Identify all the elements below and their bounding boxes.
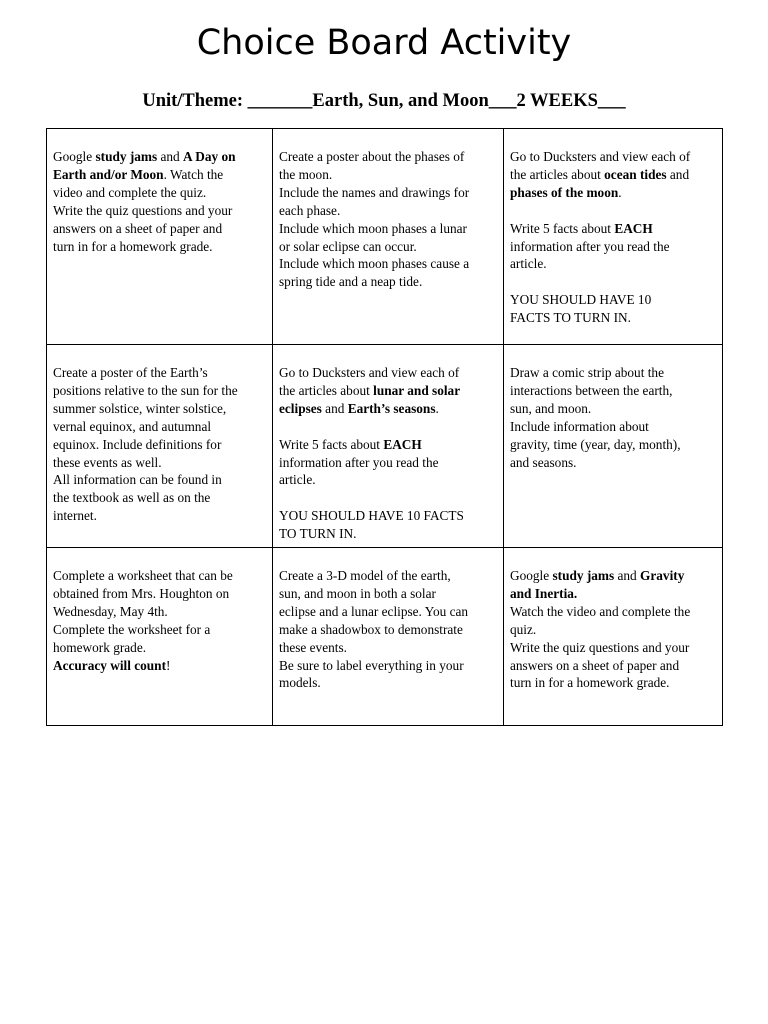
board-cell-eclipses-seasons-facts <box>273 345 504 548</box>
text: Go to Ducksters and view each of <box>510 149 691 164</box>
cell-text-line <box>510 400 716 418</box>
cell-text-line <box>53 166 266 184</box>
text: Include which moon phases a lunar <box>279 220 467 236</box>
cell-text-line <box>53 585 266 603</box>
cell-text-line <box>279 674 497 692</box>
text: Complete a worksheet that can be <box>53 568 233 584</box>
blank-line <box>279 489 497 507</box>
cell-text-line <box>279 471 497 489</box>
page-title: Choice Board Activity <box>196 23 572 63</box>
bold-text: and Inertia. <box>510 585 578 601</box>
board-cell-moon-phases-poster <box>273 129 504 345</box>
text: positions relative to the sun for the <box>53 382 238 398</box>
text: TO TURN IN. <box>279 526 357 542</box>
cell-text-line <box>279 184 497 202</box>
cell-text-line <box>510 148 716 166</box>
text: Write 5 facts about <box>279 436 384 452</box>
text: Create a 3-D model of the earth, <box>279 568 451 584</box>
cell-text-line <box>510 454 716 472</box>
cell-text-line <box>510 255 716 273</box>
cell-text-line <box>510 382 716 400</box>
text: gravity, time (year, day, month), <box>510 436 681 452</box>
text: quiz. <box>510 621 537 637</box>
cell-text-line <box>510 309 716 327</box>
board-row <box>47 345 723 548</box>
blank-line <box>510 202 716 220</box>
text: and <box>157 149 184 164</box>
text: All information can be found in <box>53 472 222 488</box>
bold-text: Earth and/or Moon <box>53 166 164 182</box>
cell-text-line <box>510 238 716 256</box>
text: obtained from Mrs. Houghton on <box>53 585 230 601</box>
bold-text: EACH <box>383 436 422 452</box>
text: and <box>321 400 348 416</box>
cell-text-line <box>53 639 266 657</box>
text: article. <box>279 472 316 488</box>
board-row <box>47 129 723 345</box>
cell-text-line <box>53 454 266 472</box>
board-row <box>47 548 723 726</box>
cell-text-line <box>53 489 266 507</box>
text: the articles about <box>279 382 374 398</box>
text: these events. <box>279 639 347 655</box>
text: Google <box>510 568 553 584</box>
text: summer solstice, winter solstice, <box>53 400 227 416</box>
bold-text: phases of the moon <box>510 184 619 200</box>
text: sun, and moon. <box>510 400 592 416</box>
cell-text-line <box>279 507 497 525</box>
text: Google <box>53 149 96 164</box>
cell-text-line <box>510 603 716 621</box>
cell-text-line <box>510 621 716 639</box>
text: the textbook as well as on the <box>53 490 211 506</box>
text: the moon. <box>279 166 333 182</box>
text: the articles about <box>510 166 605 182</box>
cell-text-line <box>279 567 497 585</box>
cell-text-line <box>53 382 266 400</box>
cell-text-line <box>279 166 497 184</box>
cell-text-line <box>510 184 716 202</box>
cell-text-line <box>53 567 266 585</box>
text: ! <box>166 657 171 673</box>
text: vernal equinox, and autumnal <box>53 418 212 434</box>
text: information after you read the <box>510 238 670 254</box>
cell-text-line <box>279 148 497 166</box>
text: FACTS TO TURN IN. <box>510 310 631 326</box>
cell-text-line <box>510 639 716 657</box>
cell-text-line <box>279 220 497 238</box>
text: turn in for a homework grade. <box>510 675 670 691</box>
board-cell-3d-model <box>273 548 504 726</box>
bold-text: study jams <box>552 568 615 584</box>
cell-text-line <box>279 525 497 543</box>
cell-text-line <box>510 291 716 309</box>
board-cell-comic-strip <box>504 345 723 548</box>
text: Include which moon phases cause a <box>279 256 470 272</box>
text: and <box>666 166 690 182</box>
cell-text-line <box>53 400 266 418</box>
cell-text-line <box>53 621 266 639</box>
blank-line <box>510 273 716 291</box>
text: answers on a sheet of paper and <box>53 220 223 236</box>
cell-text-line <box>279 639 497 657</box>
text: Complete the worksheet for a <box>53 621 211 637</box>
cell-text-line <box>53 220 266 238</box>
bold-text: A Day on <box>183 149 236 164</box>
text: sun, and moon in both a solar <box>279 585 436 601</box>
cell-text-line <box>510 674 716 692</box>
text: or solar eclipse can occur. <box>279 238 417 254</box>
cell-text-line <box>279 238 497 256</box>
bold-text: Earth’s seasons <box>347 400 436 416</box>
text: eclipse and a lunar eclipse. You can <box>279 603 469 619</box>
text: Create a poster about the phases of <box>279 149 465 164</box>
cell-text-line <box>53 507 266 525</box>
cell-text-line <box>279 603 497 621</box>
cell-text-line <box>279 436 497 454</box>
text: Go to Ducksters and view each of <box>279 365 460 380</box>
bold-text: study jams <box>95 149 158 164</box>
cell-text-line <box>53 202 266 220</box>
text: spring tide and a neap tide. <box>279 274 423 290</box>
text: these events as well. <box>53 454 162 470</box>
bold-text: Accuracy will count <box>53 657 167 673</box>
cell-text-line <box>510 220 716 238</box>
text: information after you read the <box>279 454 439 470</box>
text: each phase. <box>279 202 341 218</box>
text: . Watch the <box>163 166 224 182</box>
board-cell-ocean-tides-facts <box>504 129 723 345</box>
text: YOU SHOULD HAVE 10 FACTS <box>279 508 464 524</box>
text: turn in for a homework grade. <box>53 238 213 254</box>
cell-text-line <box>279 454 497 472</box>
cell-text-line <box>279 364 497 382</box>
cell-text-line <box>510 585 716 603</box>
cell-text-line <box>53 471 266 489</box>
text: equinox. Include definitions for <box>53 436 222 452</box>
cell-text-line <box>279 621 497 639</box>
text: and <box>614 568 641 584</box>
text: Include information about <box>510 418 649 434</box>
cell-text-line <box>279 382 497 400</box>
text: models. <box>279 675 321 691</box>
cell-text-line <box>53 184 266 202</box>
bold-text: eclipses <box>279 400 322 416</box>
text: Write the quiz questions and your <box>510 639 690 655</box>
text: Include the names and drawings for <box>279 184 470 200</box>
text: make a shadowbox to demonstrate <box>279 621 463 637</box>
text: Create a poster of the Earth’s <box>53 365 208 380</box>
cell-text-line <box>53 364 266 382</box>
text: . <box>435 400 439 416</box>
cell-text-line <box>279 255 497 273</box>
cell-text-line <box>279 657 497 675</box>
text: homework grade. <box>53 639 147 655</box>
text: article. <box>510 256 547 272</box>
text: YOU SHOULD HAVE 10 <box>510 292 652 308</box>
cell-text-line <box>510 364 716 382</box>
text: . <box>618 184 622 200</box>
text: Be sure to label everything in your <box>279 657 464 673</box>
cell-text-line <box>510 418 716 436</box>
board-cell-study-jams-day-on-earth <box>47 129 273 345</box>
text: Watch the video and complete the <box>510 603 691 619</box>
bold-text: ocean tides <box>604 166 667 182</box>
text: Write 5 facts about <box>510 220 615 236</box>
cell-text-line <box>279 202 497 220</box>
cell-text-line <box>53 238 266 256</box>
choice-board-table <box>46 128 723 726</box>
cell-text-line <box>53 148 266 166</box>
bold-text: Gravity <box>640 568 685 584</box>
text: Wednesday, May 4th. <box>53 603 168 619</box>
cell-text-line <box>53 418 266 436</box>
board-cell-worksheet <box>47 548 273 726</box>
bold-text: lunar and solar <box>373 382 461 398</box>
cell-text-line <box>53 603 266 621</box>
cell-text-line <box>279 585 497 603</box>
text: video and complete the quiz. <box>53 184 207 200</box>
cell-text-line <box>279 400 497 418</box>
cell-text-line <box>510 567 716 585</box>
cell-text-line <box>53 657 266 675</box>
cell-text-line <box>53 436 266 454</box>
text: and seasons. <box>510 454 577 470</box>
text: Draw a comic strip about the <box>510 365 664 380</box>
unit-theme-subtitle: Unit/Theme: _______Earth, Sun, and Moon___2 WEEKS___ <box>142 91 626 111</box>
blank-line <box>279 418 497 436</box>
text: answers on a sheet of paper and <box>510 657 680 673</box>
cell-text-line <box>510 166 716 184</box>
text: Write the quiz questions and your <box>53 202 233 218</box>
cell-text-line <box>279 273 497 291</box>
board-cell-earth-positions-poster <box>47 345 273 548</box>
bold-text: EACH <box>614 220 653 236</box>
text: interactions between the earth, <box>510 382 673 398</box>
board-cell-study-jams-gravity <box>504 548 723 726</box>
text: internet. <box>53 508 97 524</box>
cell-text-line <box>510 657 716 675</box>
cell-text-line <box>510 436 716 454</box>
